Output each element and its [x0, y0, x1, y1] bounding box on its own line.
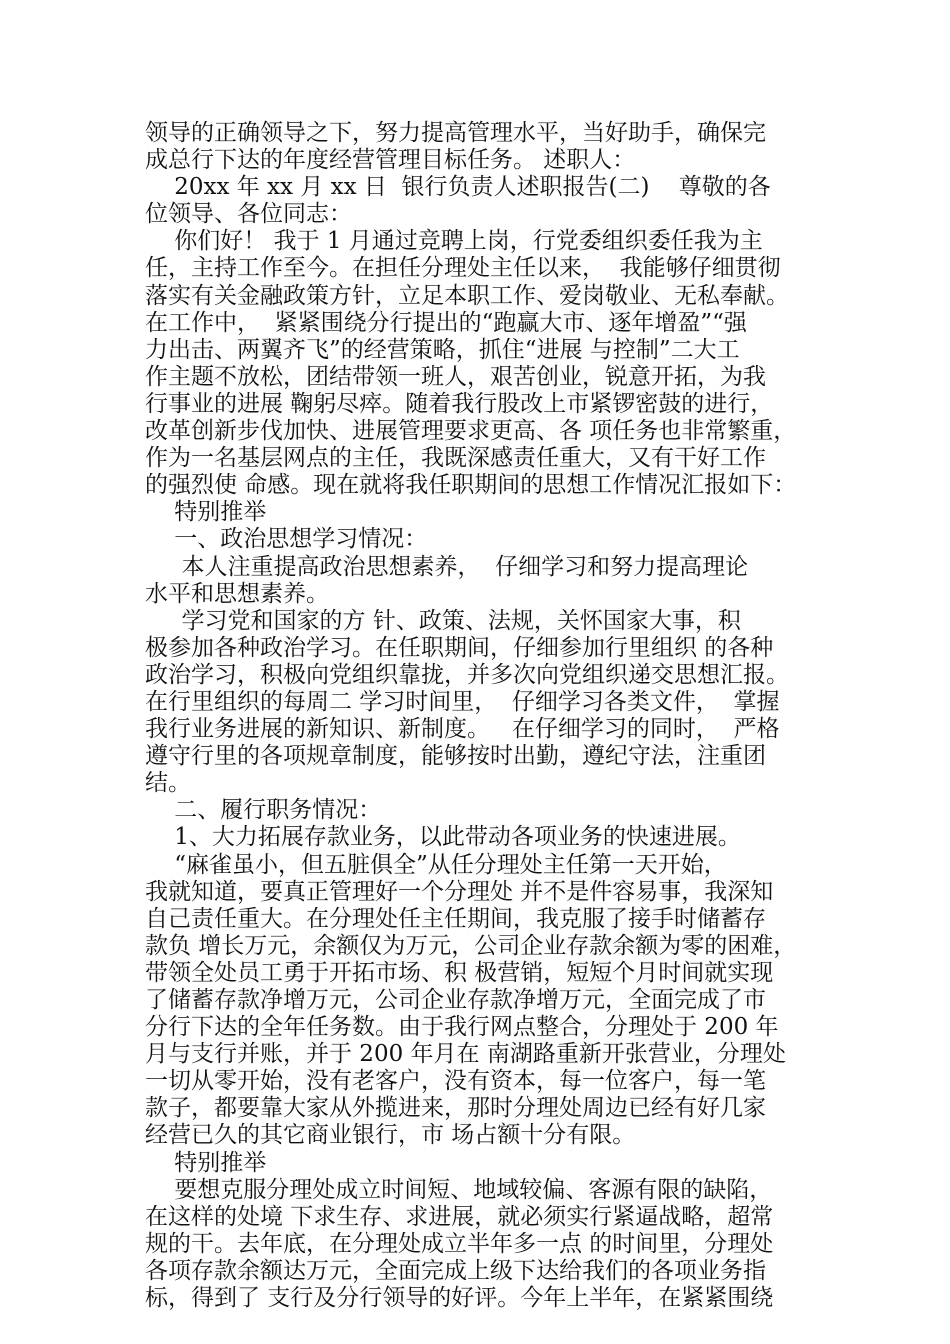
- text-line: 在行里组织的每周二 学习时间里， 仔细学习各类文件， 掌握: [145, 688, 780, 715]
- text-line: 的强烈使 命感。现在就将我任职期间的思想工作情况汇报如下：: [145, 472, 797, 499]
- text-line: 本人注重提高政治思想素养， 仔细学习和努力提高理论: [145, 553, 749, 580]
- text-line: 分行下达的全年任务数。由于我行网点整合，分理处于 200 年: [145, 1014, 779, 1041]
- text-line: 标，得到了 支行及分行领导的好评。今年上半年，在紧紧围绕: [145, 1285, 774, 1312]
- text-line: 任，主持工作至今。在担任分理处主任以来， 我能够仔细贯彻: [145, 255, 781, 282]
- text-line: 我就知道，要真正管理好一个分理处 并不是件容易事，我深知: [145, 878, 774, 905]
- text-line: 水平和思想素养。: [145, 580, 329, 607]
- text-line: 领导的正确领导之下，努力提高管理水平，当好助手，确保完: [145, 120, 766, 146]
- document-body-text: [145, 120, 810, 1312]
- text-line: 作主题不放松，团结带领一班人，艰苦创业，锐意开拓，为我: [145, 363, 766, 390]
- text-line: 在工作中， 紧紧围绕分行提出的“跑赢大市、逐年增盈”“强: [145, 309, 747, 336]
- text-line: 作为一名基层网点的主任，我既深感责任重大，又有干好工作: [145, 445, 766, 472]
- text-line: 学习党和国家的方 针、政策、法规，关怀国家大事，积: [145, 607, 741, 634]
- text-line: 落实有关金融政策方针，立足本职工作、爱岗敬业、无私奉献。: [145, 282, 789, 309]
- text-line: “麻雀虽小，但五脏俱全”从任分理处主任第一天开始，: [145, 851, 727, 878]
- text-line: 一、政治思想学习情况：: [145, 526, 428, 553]
- text-line: 成总行下达的年度经营管理目标任务。 述职人：: [145, 147, 636, 174]
- text-line: 行事业的进展 鞠躬尽瘁。随着我行股改上市紧锣密鼓的进行，: [145, 390, 774, 417]
- text-line: 各项存款余额达万元，全面完成上级下达给我们的各项业务指: [145, 1257, 766, 1284]
- text-line: 我行业务进展的新知识、新制度。 在仔细学习的同时， 严格: [145, 716, 780, 743]
- text-line: 极参加各种政治学习。在任职期间，仔细参加行里组织 的各种: [145, 634, 774, 661]
- text-line: 遵守行里的各项规章制度，能够按时出勤，遵纪守法，注重团: [145, 743, 766, 770]
- text-line: 特别推举: [145, 499, 267, 526]
- text-line: 20xx 年 xx 月 xx 日 银行负责人述职报告(二) 尊敬的各: [145, 174, 771, 201]
- text-line: 款子，都要靠大家从外揽进来，那时分理处周边已经有好几家: [145, 1095, 766, 1122]
- text-line: 自己责任重大。在分理处任主任期间，我克服了接手时储蓄存: [145, 905, 766, 932]
- text-line: 款负 增长万元，余额仅为万元，公司企业存款余额为零的困难，: [145, 932, 797, 959]
- text-line: 带领全处员工勇于开拓市场、积 极营销，短短个月时间就实现: [145, 959, 774, 986]
- text-line: 力出击、两翼齐飞”的经营策略，抓住“进展 与控制”二大工: [145, 336, 740, 363]
- text-line: 结。: [145, 770, 191, 797]
- text-line: 规的干。去年底，在分理处成立半年多一点 的时间里，分理处: [145, 1230, 774, 1257]
- text-line: 经营已久的其它商业银行，市 场占额十分有限。: [145, 1122, 636, 1149]
- text-line: 特别推举: [145, 1149, 267, 1176]
- text-line: 改革创新步伐加快、进展管理要求更高、各 项任务也非常繁重，: [145, 418, 797, 445]
- text-line: 位领导、各位同志：: [145, 201, 352, 228]
- text-line: 了储蓄存款净增万元，公司企业存款净增万元，全面完成了市: [145, 987, 766, 1013]
- text-line: 月与支行并账，并于 200 年月在 南湖路重新开张营业，分理处: [145, 1041, 786, 1068]
- text-line: 1、大力拓展存款业务，以此带动各项业务的快速进展。: [145, 824, 741, 851]
- text-line: 二、履行职务情况：: [145, 797, 382, 824]
- text-line: 一切从零开始，没有老客户，没有资本，每一位客户，每一笔: [145, 1068, 766, 1095]
- text-line: 你们好！ 我于 1 月通过竞聘上岗，行党委组织委任我为主: [145, 228, 763, 255]
- text-line: 政治学习，积极向党组织靠拢，并多次向党组织递交思想汇报。: [145, 661, 789, 688]
- text-line: 要想克服分理处成立时间短、地域较偏、客源有限的缺陷，: [145, 1176, 773, 1203]
- text-line: 在这样的处境 下求生存、求进展，就必须实行紧逼战略，超常: [145, 1203, 774, 1230]
